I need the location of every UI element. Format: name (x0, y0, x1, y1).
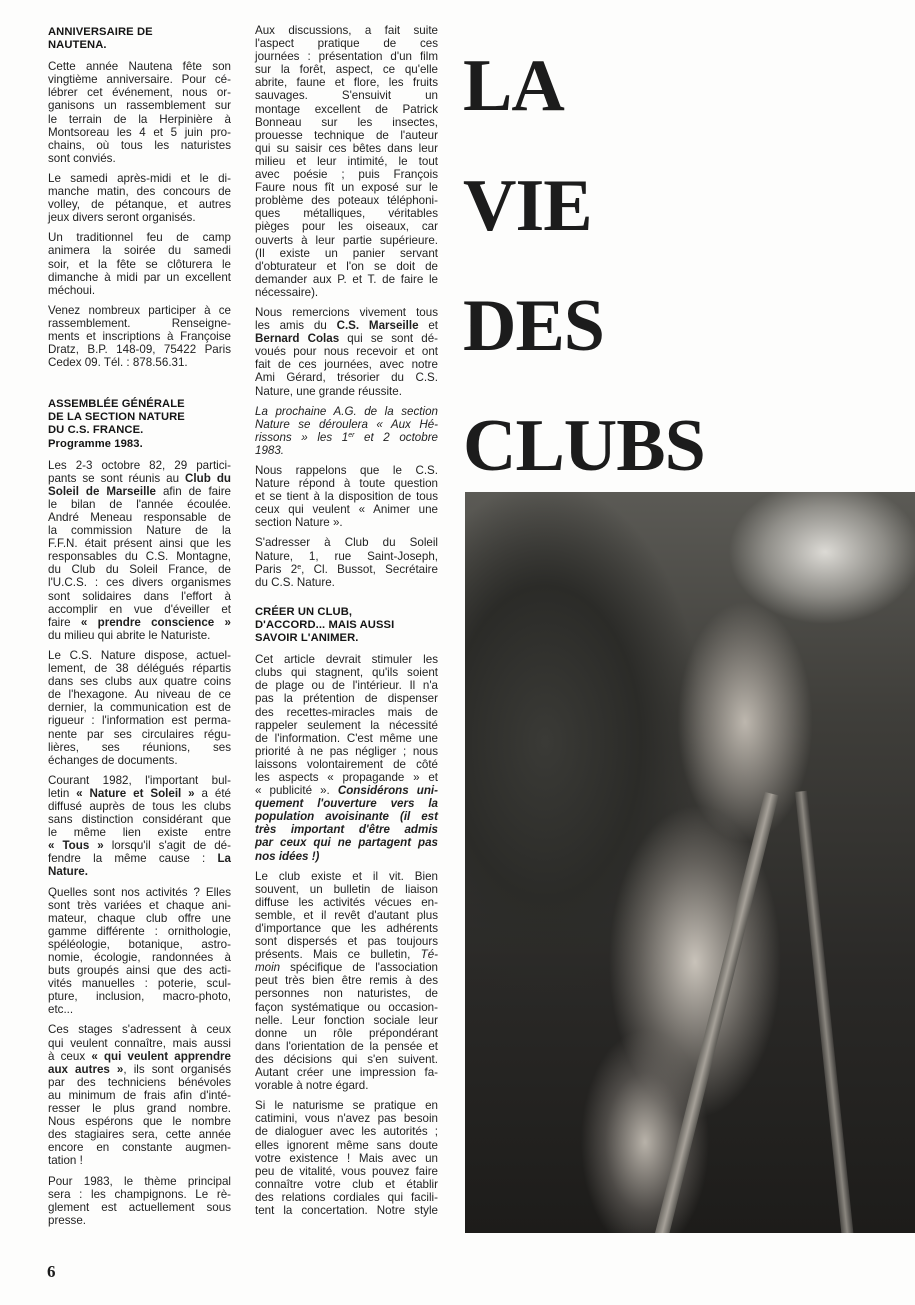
heading-line: SAVOIR L'ANIMER. (255, 632, 359, 645)
text-run: Paris 2 (255, 562, 298, 576)
text-line: ganisons un rassemblement sur (48, 99, 231, 113)
text-line (48, 852, 231, 865)
text-line: pièges pour les oiseaux, car (255, 220, 438, 234)
text-line: Ces stages s'adressent à ceux (48, 1023, 231, 1037)
text-line: spéléologie, botanique, astro- (48, 937, 231, 951)
paragraph (255, 1099, 438, 1217)
text-line: le même lien existe entre (48, 826, 231, 840)
text-line (48, 616, 231, 629)
text-line: lébrer cet événement, nous or- (48, 86, 231, 100)
text-line (255, 431, 438, 444)
text-line: Nature répond à toute question (255, 477, 438, 491)
text-line: vités manuelles : poterie, scul- (48, 977, 231, 991)
paragraph (48, 172, 231, 224)
paragraph (48, 459, 231, 642)
text-line: sont solidaires dans l'effort à (48, 589, 231, 603)
text-line: priorité à ne pas négliger ; nous (255, 744, 438, 758)
paragraph (255, 536, 438, 588)
superscript: er (348, 431, 355, 439)
text-line: souvent, un bulletin de liaison (255, 882, 438, 896)
text-line: des relations cordiales qui facili- (255, 1190, 438, 1204)
text-line: elles ignorent même sans doute (255, 1138, 438, 1152)
text-line: peu de vitalité, vous pouvez faire (255, 1164, 438, 1178)
text-line: Montsoreau les 4 et 5 juin pro- (48, 125, 231, 139)
text-line: de dialoguer avec les autorités ; (255, 1125, 438, 1139)
text-line: pas la prétention de dispenser (255, 692, 438, 706)
text-line: qui su saisir ces bêtes dans leur (255, 141, 438, 155)
emphasis-line: très important d'être admis (255, 823, 438, 837)
heading-line: Programme 1983. (48, 437, 143, 450)
text-line: Si le naturisme se pratique en (255, 1099, 438, 1113)
text-line: diffusé auprès de tous les clubs (48, 799, 231, 813)
text-line: méchoui. (48, 283, 96, 297)
text-line: Nous espérons que le nombre (48, 1115, 231, 1129)
paragraph (255, 24, 438, 299)
title-line: DES (463, 285, 604, 367)
text-line: dans ses clubs aux quatre coins (48, 675, 231, 689)
text-line: de plage ou de l'intérieur. Il n'a (255, 679, 438, 693)
emphasis-line: quement l'ouverture vers la (255, 797, 438, 811)
text-line: encore en constante augmen- (48, 1141, 231, 1155)
text-line: des recettes-miracles mais de (255, 705, 438, 719)
text-line: fait de ces journées, avec notre (255, 358, 438, 372)
text-line (255, 961, 438, 974)
paragraph (48, 60, 231, 165)
text-line: rassemblement. Renseigne- (48, 316, 231, 330)
text-line: vorable à notre égard. (255, 1079, 369, 1093)
paragraph (48, 231, 231, 296)
text-line: demander aux P. et T. de faire le (255, 272, 438, 286)
text-line: Nous remercions vivement tous (255, 305, 438, 319)
text-line: Aux discussions, a fait suite (255, 24, 438, 37)
text-line: Un traditionnel feu de camp (48, 231, 231, 245)
text-line (48, 472, 231, 485)
text-line: presse. (48, 1213, 87, 1227)
paragraph (48, 1175, 231, 1227)
text-line: Nature se déroulera « Aux Hé- (255, 417, 438, 431)
text-line (255, 319, 438, 332)
emphasis-soleil-marseille: Soleil de Marseille (48, 484, 156, 498)
text-line: gamme différente : ornithologie, (48, 924, 231, 938)
text-line: connaître votre club et établir (255, 1177, 438, 1191)
emphasis-cs-marseille: C.S. Marseille (336, 319, 419, 333)
emphasis-prendre-conscience: « prendre conscience » (80, 615, 231, 629)
text-line: d'importance que les adhérents (255, 922, 438, 935)
text-line: resser le plus grand nombre. (48, 1102, 231, 1116)
heading-line: ANNIVERSAIRE DE (48, 26, 153, 38)
text-line: Ami Gérard, trésorier du C.S. (255, 371, 438, 385)
photo-slide-shape (639, 792, 778, 1233)
text-line: des décisions qui s'en suivent. (255, 1052, 438, 1066)
text-run: letin (48, 786, 77, 800)
text-line: clubs qui stagnent, qu'ils soient (255, 666, 438, 680)
text-line: le terrain de la Herpinière à (48, 112, 231, 126)
emphasis-nature-et-soleil: « Nature et Soleil » (76, 786, 195, 800)
heading-line: NAUTENA. (48, 39, 107, 52)
text-run: rissons » les 1 (255, 430, 349, 444)
paragraph (255, 464, 438, 529)
text-line: laissons volontairement de côté (255, 757, 438, 771)
text-line: tation ! (48, 1154, 83, 1168)
text-line: du C.S. Nature. (255, 575, 335, 589)
text-line: Cedex 09. Tél. : 878.56.31. (48, 356, 188, 370)
text-line (48, 839, 231, 852)
text-line: Le samedi après-midi et le di- (48, 171, 231, 185)
text-line: lement, de 38 délégués répartis (48, 662, 231, 676)
emphasis-line: nos idées !) (255, 849, 320, 863)
text-line: rappeler seulement la nécessité (255, 718, 438, 732)
text-line: 1983. (255, 443, 285, 457)
text-line: prouesse technique de l'auteur (255, 128, 438, 142)
text-line: votre existence ! Mais avec un (255, 1151, 438, 1165)
paragraph (255, 306, 438, 398)
text-line: de l'information. C'est même une (255, 731, 438, 745)
emphasis-qui-veulent: « qui veulent apprendre (91, 1049, 231, 1063)
text-line: soir, et la fête se clôturera le (48, 257, 231, 271)
text-line: pture, inclusion, macro-photo, (48, 990, 231, 1004)
text-line: Bonneau sur les insectes, (255, 115, 438, 129)
text-run: afin de faire (156, 484, 231, 498)
text-line: dans l'orientation de la pensée et (255, 1039, 438, 1053)
emphasis-aux-autres: aux autres » (48, 1062, 124, 1076)
text-line: ques métalliques, véritables (255, 207, 438, 221)
text-line: diffuse les activités vécues en- (255, 895, 438, 909)
text-line (48, 1063, 231, 1076)
text-line: Nous rappelons que le C.S. (255, 464, 438, 477)
text-line: sauvages. S'ensuivit un (255, 89, 438, 103)
text-line: et se tient à la disposition de tous (255, 490, 438, 504)
article-column-1 (48, 26, 231, 1234)
emphasis-la: La (217, 852, 231, 866)
text-run: lorsqu'il s'agit de dé- (103, 839, 231, 853)
emphasis-bernard-colas: Bernard Colas (255, 332, 340, 346)
text-line: les aspects « propagande » et (255, 770, 438, 784)
text-line: Courant 1982, l'important bul- (48, 773, 231, 787)
title-line: CLUBS (463, 405, 705, 487)
text-line (255, 948, 438, 961)
paragraph (255, 653, 438, 863)
text-line: glement est actuellement sous (48, 1200, 231, 1214)
text-line: dimanche à midi par un excellent (48, 270, 231, 284)
text-line: rigueur : l'information est perma- (48, 714, 231, 728)
text-line: semble, et il revêt d'autant plus (255, 908, 438, 922)
paragraph (48, 304, 231, 369)
text-line: catimini, vous n'avez pas besoin (255, 1112, 438, 1126)
text-line: lières, ses réunions, ses (48, 740, 231, 754)
text-line: par des techniciens bénévoles (48, 1075, 231, 1089)
text-run: « publicité ». (255, 784, 338, 798)
text-line: abrite, faune et flore, les fruits (255, 76, 438, 90)
text-line: Quelles sont nos activités ? Elles (48, 885, 231, 899)
text-line: sur la forêt, aspect, ce qu'elle (255, 63, 438, 77)
text-line: l'U.C.S. : ces divers organismes (48, 576, 231, 590)
heading-line: CRÉER UN CLUB, (255, 605, 353, 618)
page-title (463, 26, 705, 506)
text-line: donne un rôle prépondérant (255, 1026, 438, 1040)
text-run: qui se sont dé- (339, 332, 439, 346)
title-line: LA (463, 45, 564, 127)
text-run: fendre la même cause : (48, 852, 218, 866)
heading-line: DE LA SECTION NATURE (48, 411, 185, 424)
text-line: journées : présentation d'un film (255, 50, 438, 64)
text-line: ments et inscriptions à Françoise (48, 329, 231, 343)
text-line: accomplir en vue d'éveiller et (48, 602, 231, 616)
text-line: du Club du Soleil France, de (48, 563, 231, 577)
paragraph (48, 886, 231, 1017)
text-line: sans distinction considérant que (48, 813, 231, 827)
text-line: tent la concertation. Notre style (255, 1203, 438, 1217)
page-number: 6 (47, 1262, 56, 1281)
heading-line: D'ACCORD... MAIS AUSSI (255, 618, 395, 631)
superscript: e (297, 563, 302, 571)
text-run: , ils sont organisés (123, 1062, 231, 1076)
paragraph (48, 649, 231, 767)
text-line: qui veulent connaître, mais aussi (48, 1036, 231, 1050)
text-line: ouverts à leur partie supérieure. (255, 233, 438, 247)
text-run: , Cl. Bussot, Secrétaire (301, 562, 438, 576)
text-line: chains, où tous les naturistes (48, 138, 231, 152)
text-line: (Il existe un panier servant (255, 246, 438, 260)
text-line: manche matin, des concours de (48, 185, 231, 199)
text-line: personnes non naturistes, de (255, 987, 438, 1001)
text-line: nelle. Leur fonction sociale leur (255, 1013, 438, 1027)
text-run: les amis du (255, 319, 337, 333)
text-line: sont dispersés et pas toujours (255, 935, 438, 949)
title-line: VIE (463, 165, 592, 247)
text-line (255, 784, 438, 797)
text-line: La prochaine A.G. de la section (255, 404, 438, 418)
italic-temoin: Té- (420, 948, 438, 962)
emphasis-line: population avoisinante (il est (255, 810, 438, 824)
text-line: la commission Nature de la (48, 524, 231, 538)
text-line: nomie, écologie, randonnées à (48, 951, 231, 964)
text-line (48, 1050, 231, 1063)
text-line: buts groupés ainsi que des acti- (48, 964, 231, 978)
text-line: volley, de pétanque, et autres (48, 198, 231, 212)
text-line: peut très bien être remis à des (255, 974, 438, 988)
paragraph (255, 870, 438, 1093)
emphasis-nature: Nature. (48, 865, 88, 879)
text-run: et 2 octobre (354, 430, 439, 444)
text-line: Faure nous fît un exposé sur le (255, 181, 438, 195)
text-line: au minimum de frais afin d'inté- (48, 1088, 231, 1102)
text-line: etc... (48, 1003, 74, 1017)
emphasis-line: par ceux qui ne partagent pas (255, 836, 438, 850)
text-line (255, 563, 438, 576)
text-line: section Nature ». (255, 516, 343, 530)
text-line: Venez nombreux participer à ce (48, 303, 231, 317)
text-run: pants se sont réunis au (48, 471, 186, 485)
text-line: problème des poteaux téléphoni- (255, 194, 438, 208)
text-line (48, 787, 231, 800)
text-line: Les 2-3 octobre 82, 29 partici- (48, 458, 231, 472)
text-line: le bilan de l'année écoulée. (48, 497, 231, 511)
text-line: des stagiaires sera, cette année (48, 1128, 231, 1142)
section-heading-creer-un-club (255, 606, 438, 645)
text-line: sont conviés. (48, 151, 116, 165)
text-run: faire (48, 615, 81, 629)
text-run: spécifique de l'association (280, 961, 438, 975)
text-line: milieu et leur intimité, le tout (255, 154, 438, 168)
paragraph (48, 1023, 231, 1167)
text-line: responsables du C.S. Montagne, (48, 550, 231, 564)
text-line: sera : les champignons. Le rè- (48, 1187, 231, 1201)
text-line: jeux divers seront organisés. (48, 211, 196, 225)
text-line (255, 332, 438, 345)
text-line: nécessaire). (255, 285, 319, 299)
text-line: avec poésie ; puis François (255, 168, 438, 182)
photograph (465, 492, 915, 1233)
text-line: l'aspect pratique de ces (255, 37, 438, 51)
text-line: Pour 1983, le thème principal (48, 1174, 231, 1188)
section-heading-assemblee (48, 398, 231, 450)
emphasis-considerons: Considérons uni- (337, 784, 438, 798)
text-run: et (418, 319, 439, 333)
paragraph-italic (255, 405, 438, 457)
text-line: échanges de documents. (48, 753, 178, 767)
text-line: animera la soirée du samedi (48, 244, 231, 258)
text-line: Cette année Nautena fête son (48, 60, 231, 74)
text-line: Autant créer une impression fa- (255, 1066, 438, 1080)
paragraph (48, 774, 231, 879)
text-run: présents. Mais ce bulletin, (255, 948, 421, 962)
text-line: voués pour nous recevoir et ont (255, 345, 438, 359)
italic-temoin: moin (255, 961, 281, 975)
text-line: Nature, une grande réussite. (255, 384, 402, 398)
text-line: Le club existe et il vit. Bien (255, 869, 438, 883)
text-line: mateur, chaque club offre une (48, 911, 231, 925)
heading-line: DU C.S. FRANCE. (48, 424, 144, 437)
emphasis-tous: « Tous » (48, 839, 104, 853)
text-line: façon systématique ou occasion- (255, 1000, 438, 1014)
text-line: d'obturateur et l'on se doit de (255, 259, 438, 273)
text-line: de l'hexagone. Au niveau de ce (48, 688, 231, 702)
heading-line: ASSEMBLÉE GÉNÉRALE (48, 398, 185, 411)
text-line: S'adresser à Club du Soleil (255, 536, 438, 550)
text-run: à ceux (48, 1049, 92, 1063)
text-line: nente par ses circulaires régu- (48, 727, 231, 741)
text-run: a été (194, 786, 231, 800)
text-line: montage excellent de Patrick (255, 102, 438, 116)
text-line: ceux qui veulent « Animer une (255, 503, 438, 517)
text-line: vingtième anniversaire. Pour cé- (48, 73, 231, 87)
section-heading-anniversaire (48, 26, 231, 52)
emphasis-club-du-soleil: Club du (185, 471, 231, 485)
text-line: du milieu qui abrite le Naturiste. (48, 628, 211, 642)
text-line: Nature, 1, rue Saint-Joseph, (255, 549, 438, 563)
text-line: dernier, la communication est de (48, 701, 231, 715)
text-line: Le C.S. Nature dispose, actuel- (48, 648, 231, 662)
photo-ladder-shape (795, 791, 859, 1233)
text-line: André Meneau responsable de (48, 511, 231, 524)
article-column-2 (255, 24, 438, 1224)
text-line: Dratz, B.P. 148-09, 75422 Paris (48, 343, 231, 357)
text-line (48, 485, 231, 498)
text-line: sont très variées et chaque ani- (48, 898, 231, 912)
text-line: F.F.N. était présent ainsi que les (48, 537, 231, 551)
text-line: Cet article devrait stimuler les (255, 653, 438, 667)
